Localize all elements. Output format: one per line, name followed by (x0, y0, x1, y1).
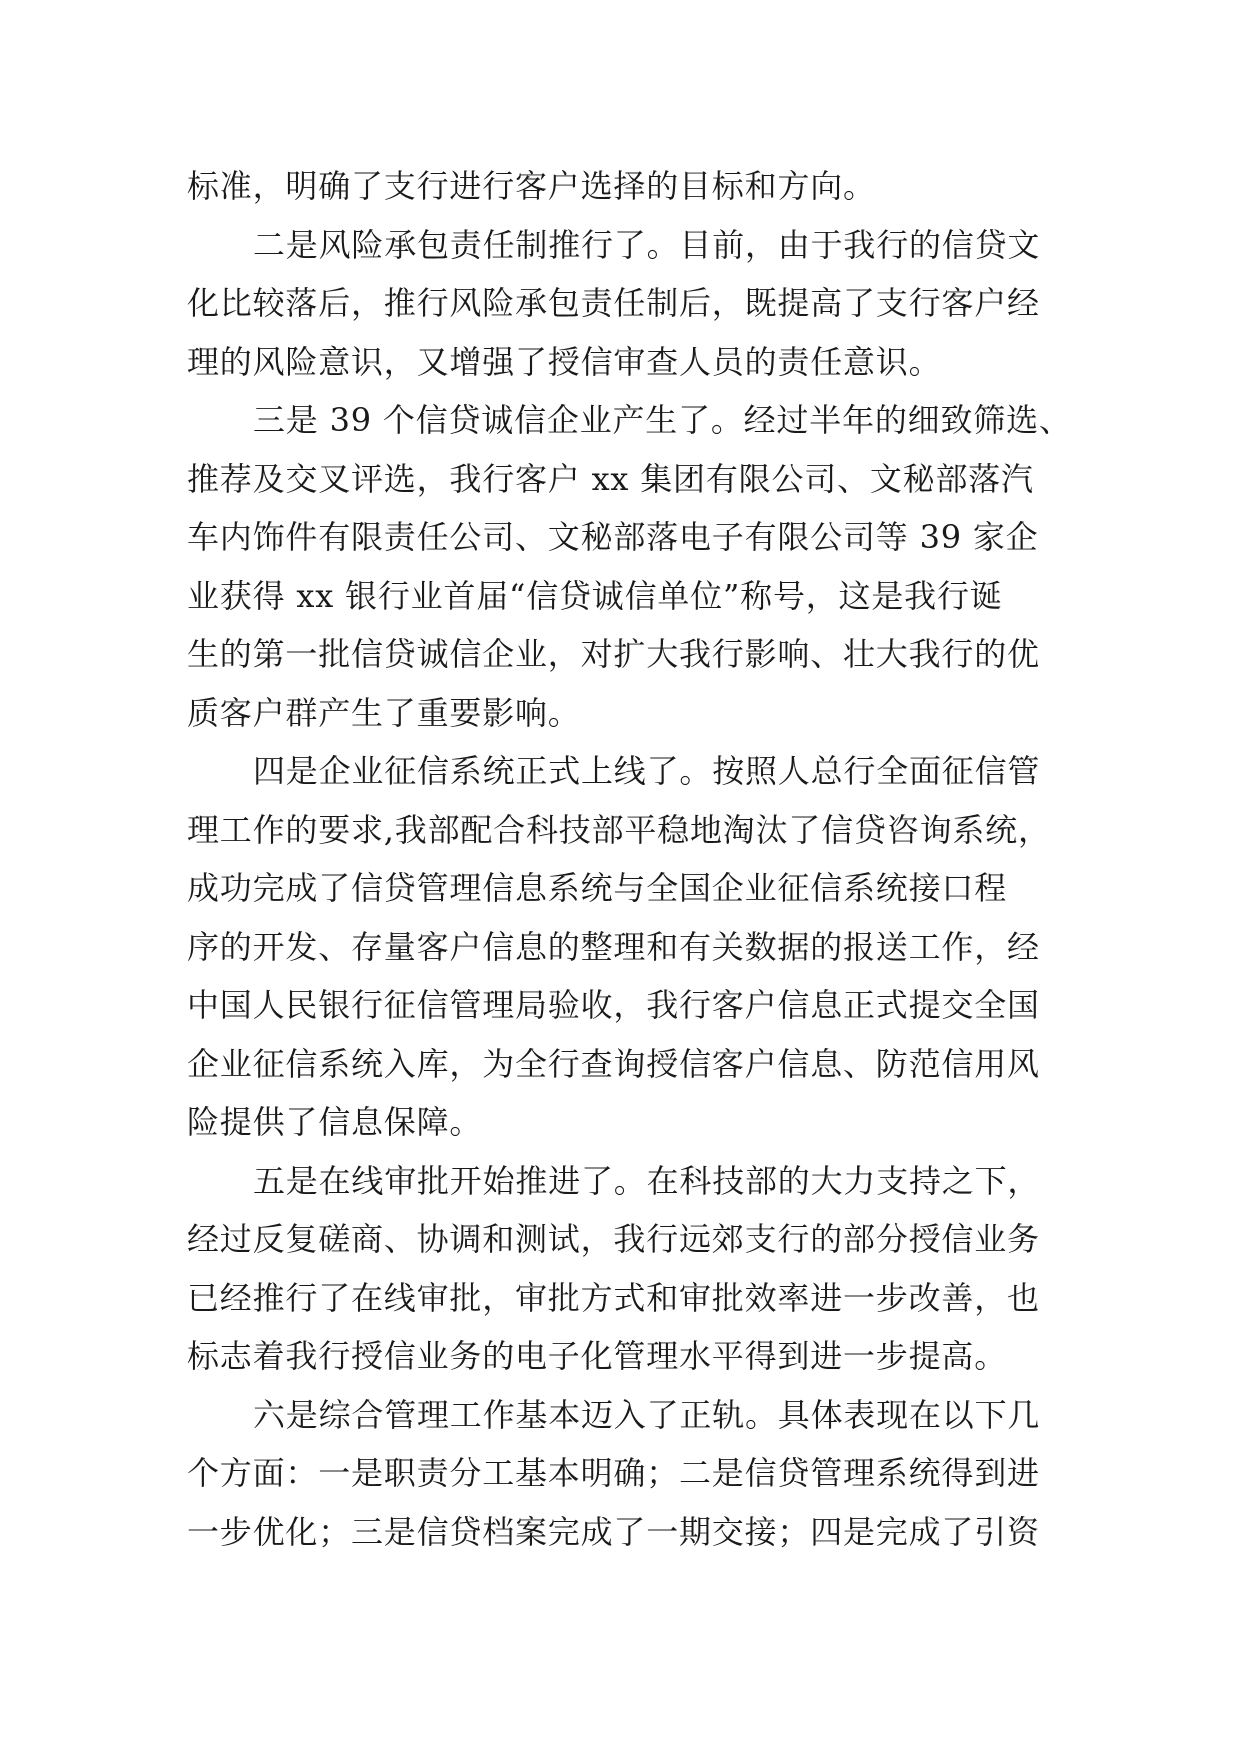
paragraph-start-line: 六是综合管理工作基本迈入了正轨。具体表现在以下几 (253, 1395, 1041, 1434)
paragraph-start-line: 三是 39 个信贷诚信企业产生了。经过半年的细致筛选、 (253, 401, 1072, 439)
text-line: 化比较落后，推行风险承包责任制后，既提高了支行客户经 (187, 284, 1040, 322)
text-line: 企业征信系统入库，为全行查询授信客户信息、防范信用风 (187, 1044, 1040, 1083)
body-text (187, 157, 1072, 1561)
text-line: 车内饰件有限责任公司、文秘部落电子有限公司等 39 家企 (187, 518, 1039, 556)
text-line: 生的第一批信贷诚信企业，对扩大我行影响、壮大我行的优 (187, 635, 1040, 673)
text-line: 一步优化；三是信贷档案完成了一期交接；四是完成了引资 (187, 1512, 1040, 1551)
text-line: 已经推行了在线审批，审批方式和审批效率进一步改善，也 (187, 1278, 1040, 1317)
text-line: 标准，明确了支行进行客户选择的目标和方向。 (187, 167, 876, 205)
paragraph-start-line: 二是风险承包责任制推行了。目前，由于我行的信贷文 (253, 225, 1041, 264)
text-line: 理工作的要求,我部配合科技部平稳地淘汰了信贷咨询系统， (187, 810, 1051, 849)
text-line: 中国人民银行征信管理局验收，我行客户信息正式提交全国 (187, 986, 1040, 1024)
text-line: 序的开发、存量客户信息的整理和有关数据的报送工作，经 (187, 927, 1040, 966)
text-line: 险提供了信息保障。 (187, 1103, 483, 1141)
paragraph-start-line: 五是在线审批开始推进了。在科技部的大力支持之下， (253, 1161, 1041, 1200)
paragraph-start-line: 四是企业征信系统正式上线了。按照人总行全面征信管 (253, 752, 1041, 790)
text-line: 质客户群产生了重要影响。 (187, 693, 581, 732)
text-line: 经过反复磋商、协调和测试，我行远郊支行的部分授信业务 (187, 1220, 1040, 1258)
text-line: 业获得 xx 银行业首届“信贷诚信单位”称号，这是我行诞 (187, 576, 1003, 615)
text-line: 推荐及交叉评选，我行客户 xx 集团有限公司、文秘部落汽 (187, 459, 1034, 498)
text-line: 标志着我行授信业务的电子化管理水平得到进一步提高。 (187, 1337, 1008, 1375)
text-line: 个方面：一是职责分工基本明确；二是信贷管理系统得到进 (187, 1454, 1040, 1492)
text-line: 理的风险意识，又增强了授信审查人员的责任意识。 (187, 342, 942, 381)
text-line: 成功完成了信贷管理信息系统与全国企业征信系统接口程 (187, 869, 1008, 907)
